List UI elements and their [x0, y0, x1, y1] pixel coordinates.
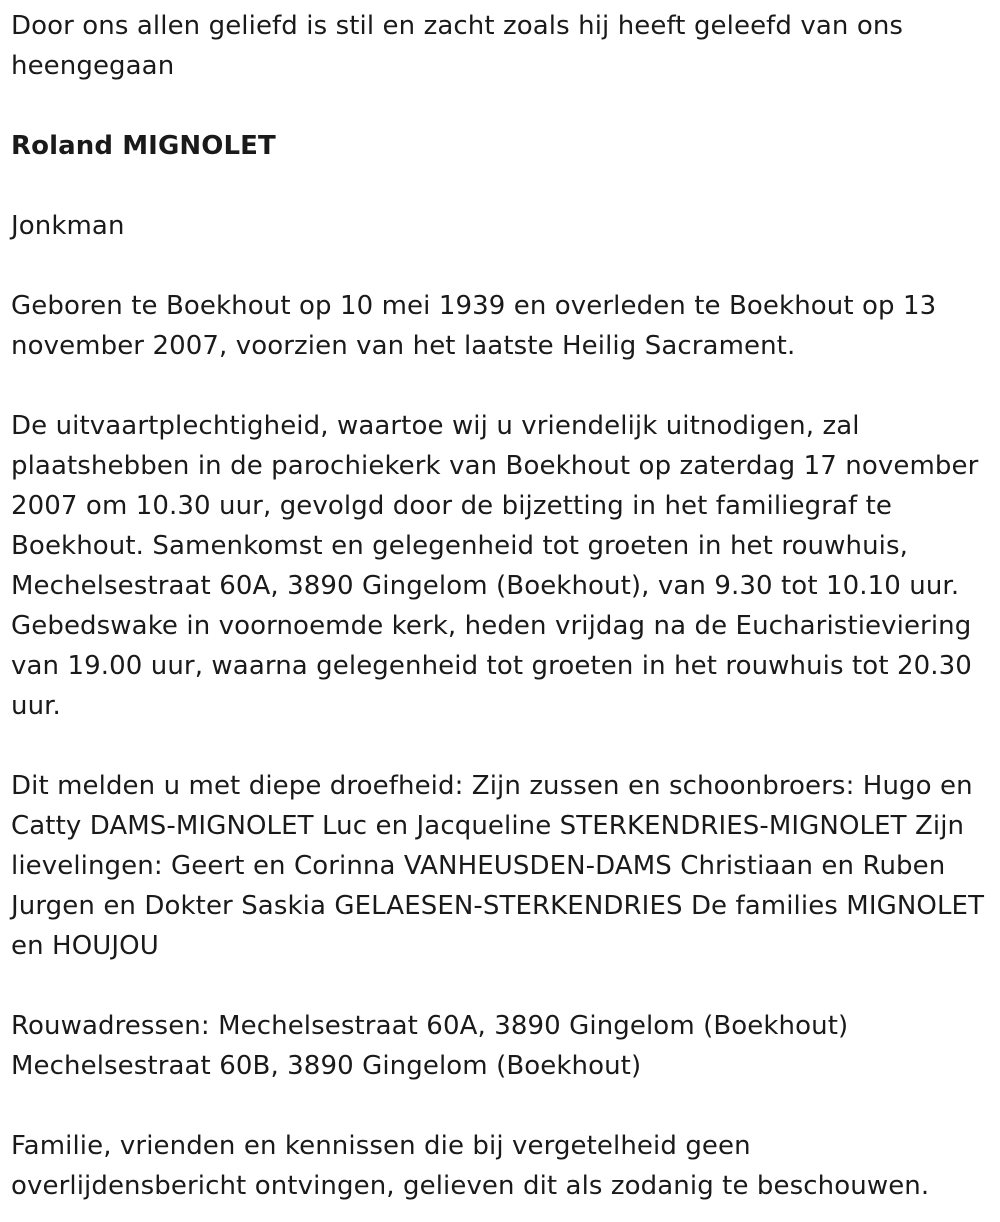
deceased-name: Roland MIGNOLET	[11, 131, 276, 161]
address-line-2: Mechelsestraat 60B, 3890 Gingelom (Boekhout)	[11, 1051, 642, 1081]
birth-death-text: Geboren te Boekhout op 10 mei 1939 en overleden te Boekhout op 13 november 2007, voorzien van het laatste Heilig Sacrament.	[11, 291, 937, 361]
marital-status: Jonkman	[11, 211, 125, 241]
obituary-notice	[11, 6, 993, 1206]
family-text: Dit melden u met diepe droefheid: Zijn zussen en schoonbroers: Hugo en Catty DAMS-MIGNOLET Luc en Jacqueline STERKENDRIES-MIGNOLET Zijn lievelingen: Geert en Corinna VANHEUSDEN-DAMS Christiaan en Ruben Jurgen en Dokter Saskia GELAESEN-STERKENDRIES De families MIGNOLET en HOUJOU	[11, 771, 985, 961]
ceremony-text: De uitvaartplechtigheid, waartoe wij u vriendelijk uitnodigen, zal plaatshebben in de parochiekerk van Boekhout op zaterdag 17 november 2007 om 10.30 uur, gevolgd door de bijzetting in het familiegraf te Boekhout. Samenkomst en gelegenheid tot groeten in het rouwhuis, Mechelsestraat 60A, 3890 Gingelom (Boekhout), van 9.30 tot 10.10 uur. Gebedswake in voornoemde kerk, heden vrijdag na de Eucharistieviering van 19.00 uur, waarna gelegenheid tot groeten in het rouwhuis tot 20.30 uur.	[11, 411, 979, 721]
address-line-1: Rouwadressen: Mechelsestraat 60A, 3890 Gingelom (Boekhout)	[11, 1011, 849, 1041]
intro-text: Door ons allen geliefd is stil en zacht zoals hij heeft geleefd van ons heengegaan	[11, 11, 904, 81]
closing-text: Familie, vrienden en kennissen die bij vergetelheid geen overlijdensbericht ontvingen, gelieven dit als zodanig te beschouwen.	[11, 1131, 930, 1201]
mourning-addresses	[11, 1006, 993, 1086]
